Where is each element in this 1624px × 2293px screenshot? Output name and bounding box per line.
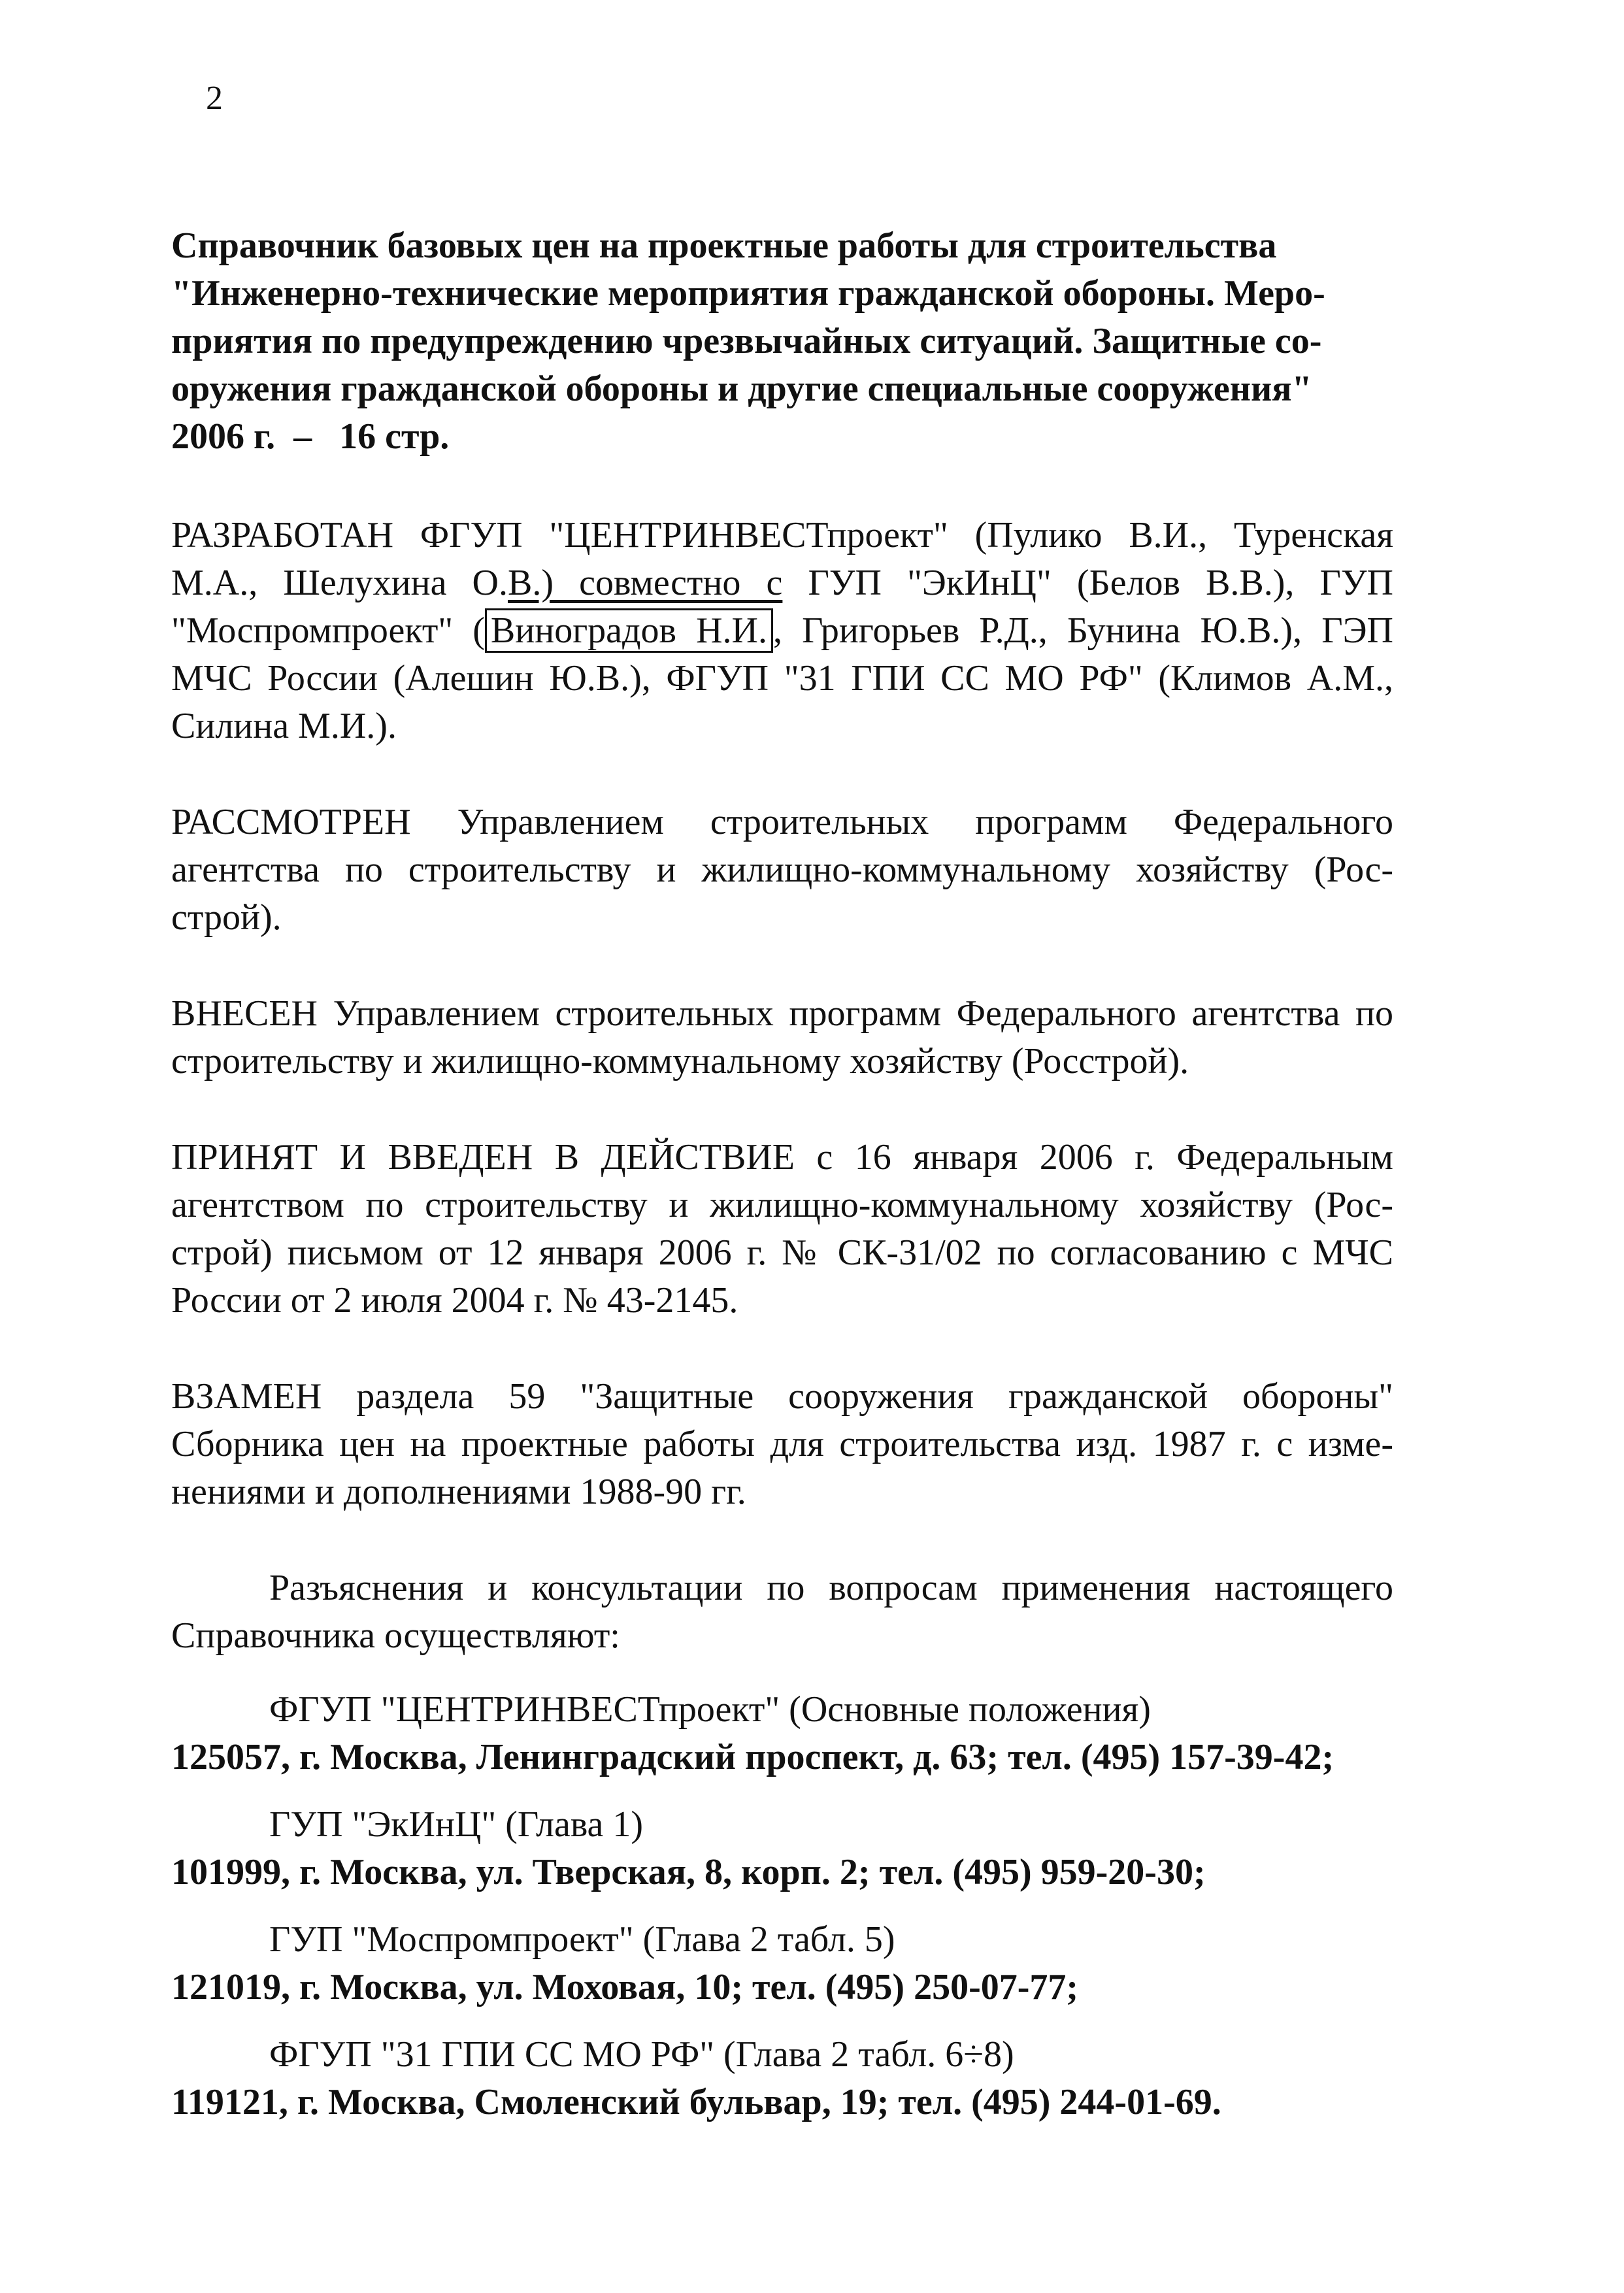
adopted-paragraph: ПРИНЯТ И ВВЕДЕН В ДЕЙСТВИЕ с 16 января 2006 г. Федеральным агентством по строительству и жилищно-коммунальному хозяйству (Рос-строй) письмом от 12 января 2006 г. № СК-31/02 по согласованию с МЧС России от 2 июля 2004 г. № 43-2145. [171,1137,1393,1321]
contact-entry [171,1916,1393,2011]
contact-entry [171,1801,1393,1896]
title-line: "Инженерно-технические мероприятия гражданской обороны. Меро- [171,273,1325,314]
title-line: 2006 г. – 16 стр. [171,416,450,457]
reviewed-paragraph: РАССМОТРЕН Управлением строительных программ Федерального агентства по строительству и жилищно-коммунальному хозяйству (Рос-строй). [171,802,1393,938]
contact-address: 125057, г. Москва, Ленинградский проспект, д. 63; тел. (495) 157-39-42; [171,1737,1334,1777]
document-body [171,222,1393,2146]
page-number: 2 [206,80,223,117]
contact-entry [171,1686,1393,1781]
title-line: приятия по предупреждению чрезвычайных ситуаций. Защитные со- [171,321,1322,361]
boxed-name: Виноградов Н.И. [485,608,773,653]
developed-text-2: ГУП "ЭкИнЦ" (Белов В.В.), ГУП "Моспромпроект" ( [171,563,1394,651]
replaces-paragraph: ВЗАМЕН раздела 59 "Защитные сооружения гражданской обороны" Сборника цен на проектные работы для строительства изд. 1987 г. с изме-нениями и дополнениями 1988-90 гг. [171,1376,1393,1512]
title-line: Справочник базовых цен на проектные работы для строительства [171,225,1277,266]
contact-organization: ГУП "Моспромпроект" (Глава 2 табл. 5) [269,1919,895,1960]
developed-text-1: РАЗРАБОТАН ФГУП "ЦЕНТРИНВЕСТпроект" (Пулико В.И., Туренская М.А., Шелухина О. [171,515,1393,603]
document-title [171,222,1393,461]
developed-paragraph [171,512,1393,750]
submitted-paragraph: ВНЕСЕН Управлением строительных программ Федерального агентства по строительству и жилищно-коммунальному хозяйству (Росстрой). [171,993,1393,1081]
developed-underlined-text: В.) совместно с [507,563,783,603]
developed-text-3: , Григорьев Р.Д., Бунина Ю.В.), ГЭП МЧС России (Алешин Ю.В.), ФГУП "31 ГПИ СС МО РФ" (Климов А.М., Силина М.И.). [171,610,1393,746]
contact-address: 119121, г. Москва, Смоленский бульвар, 19; тел. (495) 244-01-69. [171,2082,1221,2122]
contact-organization: ФГУП "31 ГПИ СС МО РФ" (Глава 2 табл. 6÷8) [269,2034,1014,2075]
contact-organization: ГУП "ЭкИнЦ" (Глава 1) [269,1804,644,1845]
consultations-intro: Разъяснения и консультации по вопросам применения настоящего Справочника осуществляют: [171,1568,1393,1656]
contact-entry [171,2031,1393,2126]
contact-address: 101999, г. Москва, ул. Тверская, 8, корп. 2; тел. (495) 959-20-30; [171,1852,1206,1892]
contact-organization: ФГУП "ЦЕНТРИНВЕСТпроект" (Основные положения) [269,1689,1151,1730]
title-line: оружения гражданской обороны и другие специальные сооружения" [171,369,1312,409]
contact-address: 121019, г. Москва, ул. Моховая, 10; тел. (495) 250-07-77; [171,1967,1079,2007]
